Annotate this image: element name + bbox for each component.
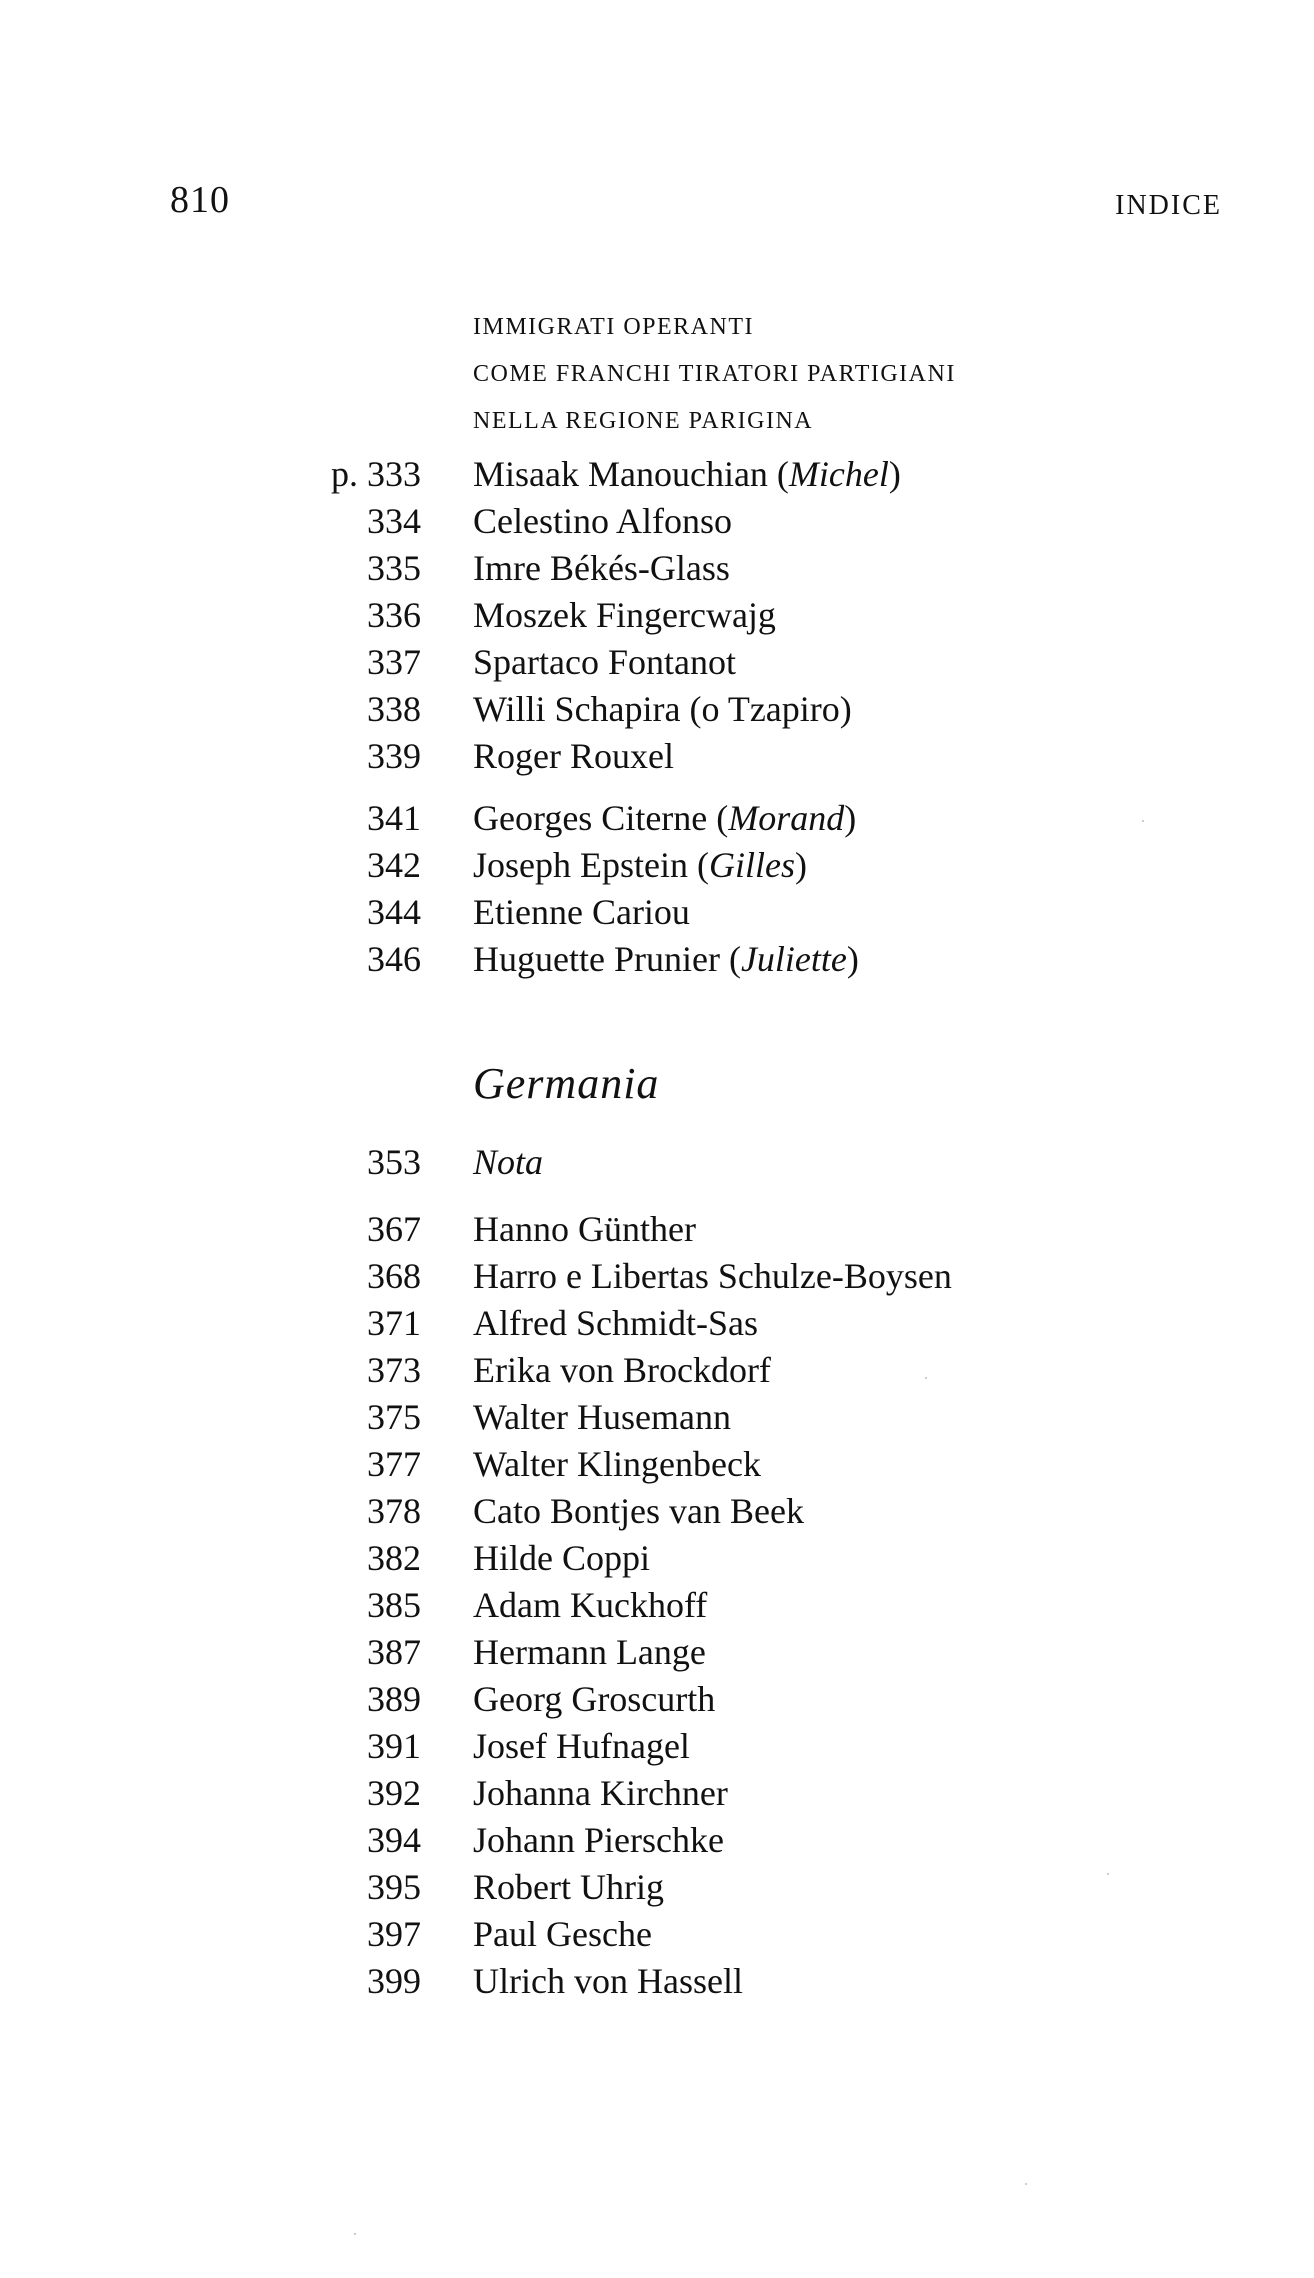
index-entry [0, 1582, 1314, 1629]
section-heading [473, 304, 956, 445]
entry-name [473, 1441, 761, 1488]
section-heading-line: COME FRANCHI TIRATORI PARTIGIANI [473, 361, 956, 387]
entry-alias: Gilles [708, 845, 795, 885]
entry-name [473, 451, 901, 498]
entry-name [473, 1206, 696, 1253]
entry-page-number: 341 [367, 798, 421, 838]
entry-page-number: 394 [367, 1820, 421, 1860]
entry-page-number: 392 [367, 1773, 421, 1813]
entry-page-number: 378 [367, 1491, 421, 1531]
entry-name [473, 842, 807, 889]
entry-alias-close: ) [844, 798, 857, 838]
entry-page-number: 389 [367, 1679, 421, 1719]
entry-name [473, 1723, 690, 1770]
entry-page-number: 387 [367, 1632, 421, 1672]
entry-name-text: Etienne Cariou [473, 892, 690, 932]
entry-name-text: Misaak Manouchian ( [473, 454, 789, 494]
note-row [0, 1139, 1314, 1186]
entry-name-text: Josef Hufnagel [473, 1726, 690, 1766]
entry-name-text: Celestino Alfonso [473, 501, 732, 541]
index-entry [0, 1817, 1314, 1864]
entry-page-number: 334 [367, 501, 421, 541]
index-entry [0, 1535, 1314, 1582]
entry-name-text: Hermann Lange [473, 1632, 706, 1672]
entry-name [473, 889, 690, 936]
entry-name-text: Imre Békés-Glass [473, 548, 730, 588]
index-group-immigrants-2 [0, 795, 1314, 983]
entry-name-text: Erika von Brockdorf [473, 1350, 771, 1390]
entry-name-text: Hanno Günther [473, 1209, 696, 1249]
entry-page-number: 368 [367, 1256, 421, 1296]
entry-page-number: 385 [367, 1585, 421, 1625]
entry-page-number: 338 [367, 689, 421, 729]
running-head: INDICE [1115, 190, 1222, 221]
index-entry [0, 1958, 1314, 2005]
entry-page-number: 382 [367, 1538, 421, 1578]
entry-page-number: 342 [367, 845, 421, 885]
entry-name [473, 795, 856, 842]
index-entry [0, 1300, 1314, 1347]
entry-name [473, 1958, 743, 2005]
index-entry [0, 1911, 1314, 1958]
entry-name-text: Alfred Schmidt-Sas [473, 1303, 758, 1343]
entry-page-number: 337 [367, 642, 421, 682]
entry-name-text: Paul Gesche [473, 1914, 652, 1954]
index-entry [0, 1676, 1314, 1723]
index-entry [0, 639, 1314, 686]
index-entry [0, 733, 1314, 780]
entry-name [473, 1864, 664, 1911]
index-entry [0, 1253, 1314, 1300]
index-entry [0, 545, 1314, 592]
entry-name [473, 686, 852, 733]
entry-alias: Morand [728, 798, 845, 838]
entry-alias-close: ) [888, 454, 901, 494]
index-entry [0, 842, 1314, 889]
section-heading-line: IMMIGRATI OPERANTI [473, 314, 754, 340]
index-entry [0, 1723, 1314, 1770]
entry-name-text: Robert Uhrig [473, 1867, 664, 1907]
entry-name [473, 1347, 771, 1394]
entry-name-text: Willi Schapira (o Tzapiro) [473, 689, 852, 729]
entry-name [473, 1629, 706, 1676]
entry-name [473, 1676, 715, 1723]
entry-name [473, 936, 859, 983]
entry-name-text: Joseph Epstein ( [473, 845, 709, 885]
note-label: Nota [473, 1142, 544, 1182]
entry-name-text: Ulrich von Hassell [473, 1961, 743, 2001]
entry-name [473, 733, 674, 780]
index-entry [0, 1488, 1314, 1535]
entry-name-text: Harro e Libertas Schulze-Boysen [473, 1256, 952, 1296]
entry-name [473, 639, 736, 686]
entry-name-text: Moszek Fingercwajg [473, 595, 776, 635]
entry-page-number: 397 [367, 1914, 421, 1954]
entry-name [473, 1253, 952, 1300]
entry-name-text: Walter Husemann [473, 1397, 732, 1437]
index-entry [0, 686, 1314, 733]
entry-page-number: 391 [367, 1726, 421, 1766]
entry-page-number: 395 [367, 1867, 421, 1907]
index-group-immigrants-1 [0, 451, 1314, 780]
entry-page-number: p. 333 [331, 454, 421, 494]
index-entry [0, 592, 1314, 639]
note-page: 353 [367, 1142, 421, 1182]
entry-page-number: 373 [367, 1350, 421, 1390]
index-entry [0, 1394, 1314, 1441]
entry-name-text: Spartaco Fontanot [473, 642, 736, 682]
entry-name [473, 1582, 707, 1629]
entry-name-text: Cato Bontjes van Beek [473, 1491, 804, 1531]
entry-name-text: Hilde Coppi [473, 1538, 650, 1578]
index-entry [0, 1864, 1314, 1911]
index-entry [0, 1206, 1314, 1253]
entry-name [473, 1300, 758, 1347]
entry-name-text: Georges Citerne ( [473, 798, 729, 838]
entry-name-text: Georg Groscurth [473, 1679, 716, 1719]
entry-page-number: 339 [367, 736, 421, 776]
entry-page-number: 336 [367, 595, 421, 635]
index-entry [0, 1629, 1314, 1676]
entry-name [473, 1911, 652, 1958]
index-entry [0, 1770, 1314, 1817]
page-number: 810 [170, 179, 230, 221]
entry-alias: Michel [788, 454, 889, 494]
index-entry [0, 451, 1314, 498]
entry-page-number: 375 [367, 1397, 421, 1437]
entry-page-number: 367 [367, 1209, 421, 1249]
section-heading-line: NELLA REGIONE PARIGINA [473, 408, 814, 434]
entry-name [473, 498, 732, 545]
entry-page-number: 371 [367, 1303, 421, 1343]
entry-alias-close: ) [794, 845, 807, 885]
country-title: Germania [473, 1059, 660, 1108]
entry-page-number: 344 [367, 892, 421, 932]
entry-name-text: Johann Pierschke [473, 1820, 724, 1860]
entry-name-text: Roger Rouxel [473, 736, 674, 776]
index-entry [0, 936, 1314, 983]
index-entry [0, 498, 1314, 545]
entry-name [473, 1817, 724, 1864]
entry-name [473, 1488, 804, 1535]
index-entry [0, 889, 1314, 936]
index-entry [0, 1441, 1314, 1488]
entry-page-number: 399 [367, 1961, 421, 2001]
entry-page-number: 346 [367, 939, 421, 979]
entry-alias: Juliette [740, 939, 847, 979]
entry-name-text: Johanna Kirchner [473, 1773, 728, 1813]
entry-name [473, 1535, 650, 1582]
entry-page-number: 335 [367, 548, 421, 588]
entry-page-number: 377 [367, 1444, 421, 1484]
entry-name [473, 1394, 731, 1441]
entry-name [473, 1770, 728, 1817]
entry-name-text: Walter Klingenbeck [473, 1444, 761, 1484]
entry-alias-close: ) [846, 939, 859, 979]
entry-name-text: Huguette Prunier ( [473, 939, 741, 979]
index-group-germany [0, 1206, 1314, 2005]
entry-name [473, 545, 730, 592]
entry-name-text: Adam Kuckhoff [473, 1585, 708, 1625]
index-entry [0, 795, 1314, 842]
index-entry [0, 1347, 1314, 1394]
entry-name [473, 592, 776, 639]
